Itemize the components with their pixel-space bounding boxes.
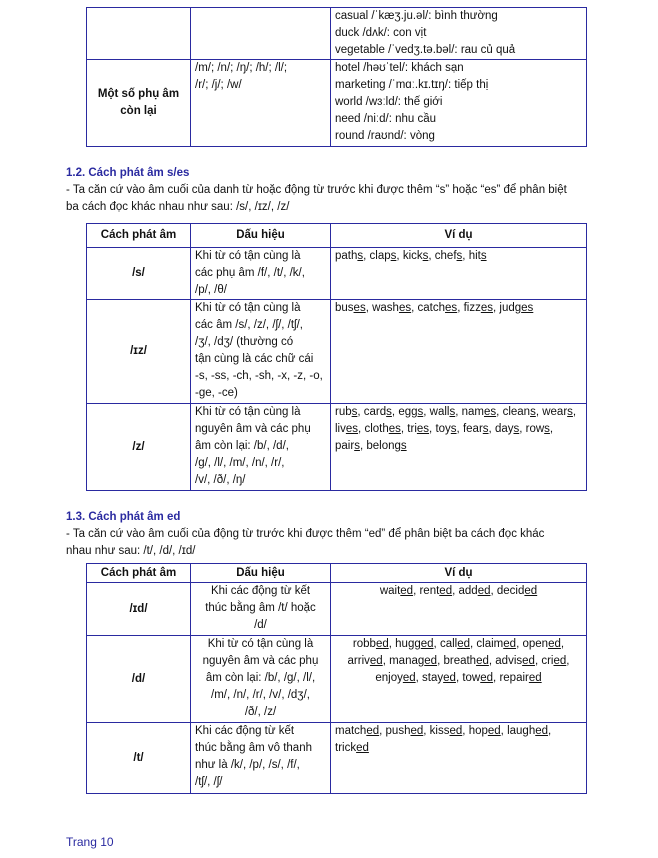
word-ending: s [390,250,397,262]
column-header: Cách phát âm [87,564,191,583]
word-ending: ed [366,725,380,737]
example-word: need /niːd/: nhu cầu [335,113,437,125]
word-ending: s [567,406,573,418]
example-word: world /wɜːld/: thế giới [335,96,443,108]
example-word: opened, [522,638,565,650]
word-ending: s [386,406,392,418]
example-word: claimed, [476,638,520,650]
word-ending: s [480,250,487,262]
example-word: advised, [495,655,539,667]
word-ending: s [354,440,360,452]
example-word: breathed, [443,655,493,667]
example-word: waited, [379,585,417,597]
sound-cell: /z/ [87,404,191,491]
word-ending: es [480,302,493,314]
example-words-cell [331,8,587,60]
word-ending: ed [400,585,414,597]
column-header: Ví dụ [331,564,587,583]
example-word: wears, [542,406,577,418]
example-word: called, [439,638,474,650]
example-word: chefs, [434,250,466,262]
examples-cell [331,583,587,636]
word-ending: s [357,250,364,262]
word-ending: s [417,406,424,418]
example-word: fears, [462,423,492,435]
example-word: round /raʊnd/: vòng [335,130,435,142]
word-ending: s [482,423,489,435]
word-ending: ed [356,742,369,754]
column-header: Dấu hiệu [191,224,331,248]
word-ending: ed [420,638,434,650]
example-word: walls, [429,406,459,418]
page-number: Trang 10 [66,835,114,849]
example-word: clothes, [364,423,405,435]
sounds-cell: /m/; /n/; /ŋ/; /h/; /l/; /r/; /j/; /w/ [191,60,331,147]
example-word: stayed, [422,672,460,684]
example-word: cards, [363,406,396,418]
table-row [87,636,587,723]
sound-cell: /ɪz/ [87,300,191,404]
word-ending: s [351,406,358,418]
example-word: tricked [335,742,369,754]
table-row [87,248,587,300]
word-ending: es [345,423,359,435]
table-row [87,8,587,60]
table-row [87,404,587,491]
example-word: claps, [369,250,400,262]
word-ending: ed [524,585,538,597]
sound-cell: /d/ [87,636,191,723]
word-ending: s [422,250,429,262]
sign-cell: Khi từ có tận cùng là các phụ âm /f/, /t/, /k/, /p/, /θ/ [191,248,331,300]
word-ending: s [450,423,457,435]
word-ending: ed [369,655,383,667]
example-word: casual /ˈkæʒ.ju.əl/: bình thường [335,10,498,22]
example-word: rows, [525,423,554,435]
word-ending: ed [457,638,471,650]
word-ending: ed [477,585,491,597]
word-ending: ed [443,672,456,684]
word-ending: ed [487,725,501,737]
word-ending: ed [402,672,416,684]
example-word: lives, [335,423,362,435]
word-ending: ed [410,725,424,737]
example-word: vegetable /ˈvedʒ.tə.bəl/: rau củ quả [335,44,516,56]
example-word: toys, [435,423,460,435]
table-row [87,60,587,147]
word-ending: es [353,302,366,314]
word-ending: ed [528,672,542,684]
word-ending: es [388,423,401,435]
column-header: Ví dụ [331,224,587,248]
ed-pronunciation-table [86,563,587,794]
table-row [87,583,587,636]
example-word: added, [458,585,494,597]
column-header: Dấu hiệu [191,564,331,583]
example-word: hugged, [395,638,437,650]
example-word: arrived, [347,655,386,667]
examples-cell [331,404,587,491]
example-word: days, [494,423,523,435]
consonant-examples-table [86,7,587,147]
example-word: belongs [366,440,407,452]
sound-cell: /s/ [87,248,191,300]
table-header-row [87,564,587,583]
example-word: kissed, [429,725,466,737]
word-ending: ed [503,638,517,650]
word-ending: ed [548,638,561,650]
ses-pronunciation-table [86,223,587,491]
table-row [87,723,587,794]
example-word: hoped, [468,725,504,737]
word-ending: s [513,423,520,435]
example-word: names, [461,406,500,418]
example-word: kicks, [402,250,432,262]
example-word: matched, [335,725,383,737]
word-ending: ed [476,655,489,667]
examples-cell [331,636,587,723]
row-label: Một số phụ âm còn lại [87,60,191,147]
sound-cell: /ɪd/ [87,583,191,636]
examples-cell [331,300,587,404]
section-title: 1.2. Cách phát âm s/es [66,167,190,179]
word-ending: ed [449,725,463,737]
example-word: buses, [335,302,369,314]
table-header-row [87,224,587,248]
word-ending: s [456,250,463,262]
word-ending: es [445,302,458,314]
word-ending: es [398,302,412,314]
column-header: Cách phát âm [87,224,191,248]
sound-cell: /t/ [87,723,191,794]
example-word: decided [496,585,538,597]
example-word: fizzes, [463,302,497,314]
word-ending: s [449,406,456,418]
example-word: rubs, [335,406,361,418]
word-ending: ed [522,655,535,667]
example-word: judges [499,302,534,314]
example-word: cried, [541,655,570,667]
example-word: washes, [372,302,415,314]
example-word: eggs, [398,406,427,418]
example-word: enjoyed, [375,672,419,684]
word-ending: ed [535,725,549,737]
example-word: cleans, [502,406,540,418]
word-ending: ed [480,672,494,684]
example-word: hotel /həʊˈtel/: khách sạn [335,62,464,74]
word-ending: es [521,302,534,314]
sign-cell: Khi từ có tận cùng là nguyên âm và các phụ âm còn lại: /b/, /d/, /g/, /l/, /m/, /n/, /r/, /v/, /ð/, /ŋ/ [191,404,331,491]
example-word: laughed, [507,725,552,737]
table-row [87,300,587,404]
example-word: robbed, [352,638,392,650]
sign-cell: Khi các động từ kết thúc bằng âm vô thanh như là /k/, /p/, /s/, /f/, /tʃ/, /ʃ/ [191,723,331,794]
section-title: 1.3. Cách phát âm ed [66,511,181,523]
example-word: managed, [389,655,441,667]
section-intro: - Ta căn cứ vào âm cuối của động từ trước khi được thêm “ed” để phân biệt ba cách đọc khác nhau như sau: /t/, /d/, /ɪd/ [66,528,545,557]
example-word: marketing /ˈmɑː.kɪ.tɪŋ/: tiếp thị [335,79,489,91]
word-ending: s [530,406,536,418]
example-word: duck /dʌk/: con vịt [335,27,427,39]
example-word: pairs, [335,440,364,452]
example-word: tries, [407,423,433,435]
example-word: towed, [462,672,497,684]
examples-cell [331,723,587,794]
example-word: paths, [335,250,367,262]
word-ending: ed [424,655,438,667]
word-ending: es [484,406,497,418]
example-word: rented, [419,585,456,597]
word-ending: ed [375,638,389,650]
examples-cell [331,248,587,300]
sign-cell: Khi từ có tận cùng là các âm /s/, /z/, /ʃ/, /tʃ/, /ʒ/, /dʒ/ (thường có tận cùng là các chữ cái -s, -ss, -ch, -sh, -x, -z, -o, -ge, -ce) [191,300,331,404]
example-word: pushed, [385,725,427,737]
sign-cell: Khi các động từ kết thúc bằng âm /t/ hoặc /d/ [191,583,331,636]
example-word: catches, [417,302,461,314]
word-ending: ed [553,655,567,667]
sign-cell: Khi từ có tận cùng là nguyên âm và các phụ âm còn lại: /b/, /g/, /l/, /m/, /n/, /r/, /v/, /dʒ/, /ð/, /z/ [191,636,331,723]
example-words-cell [331,60,587,147]
example-word: hits [468,250,487,262]
word-ending: ed [439,585,453,597]
word-ending: s [400,440,407,452]
word-ending: s [544,423,550,435]
section-intro: - Ta căn cứ vào âm cuối của danh từ hoặc động từ trước khi được thêm “s” hoặc “es” để phân biệt ba cách đọc khác nhau như sau: /s/, /ɪz/, /z/ [66,184,567,213]
example-word: repaired [499,672,542,684]
word-ending: es [416,423,430,435]
